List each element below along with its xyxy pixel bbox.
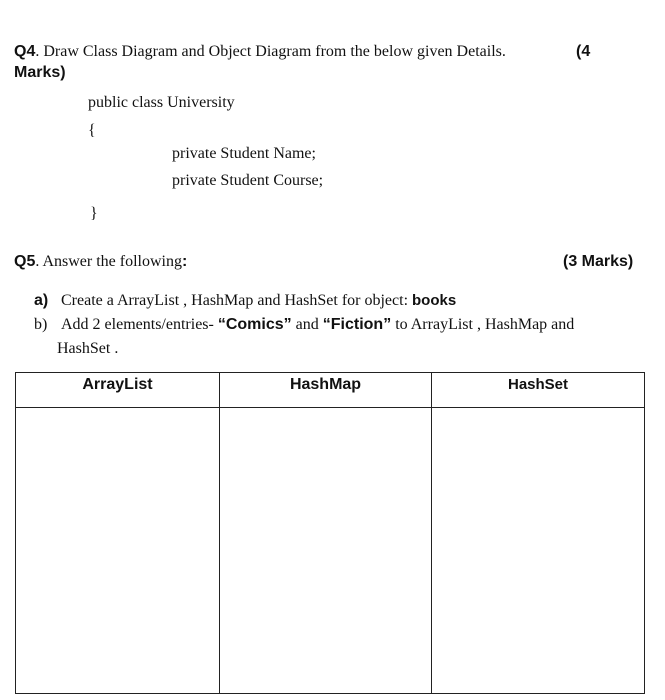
q5-question-text: . Answer the following xyxy=(35,253,182,270)
header-hashmap: HashMap xyxy=(220,373,432,408)
answer-cell-arraylist[interactable] xyxy=(16,408,220,694)
q5-question xyxy=(14,253,187,271)
item-b-bold-comics: “Comics” xyxy=(217,316,292,333)
item-b-text-mid: and xyxy=(291,316,323,333)
q5-item-a xyxy=(34,292,456,310)
q4-question-text: . Draw Class Diagram and Object Diagram from the below given Details. xyxy=(35,43,506,60)
q4-marks-open: (4 xyxy=(576,43,591,60)
q5-marks: (3 Marks) xyxy=(563,253,634,270)
header-hashset: HashSet xyxy=(432,373,645,408)
item-a-bold: books xyxy=(412,292,457,309)
header-arraylist: ArrayList xyxy=(16,373,220,408)
answer-table xyxy=(15,372,645,694)
item-a-marker: a) xyxy=(34,292,49,309)
code-field-name: private Student Name; xyxy=(172,145,316,162)
code-field-course: private Student Course; xyxy=(172,172,324,189)
table-header-row xyxy=(16,373,645,408)
code-class-declaration: public class University xyxy=(88,94,235,111)
q5-colon: : xyxy=(182,253,188,270)
item-b-continuation: HashSet . xyxy=(57,340,119,357)
q5-item-b xyxy=(34,316,574,334)
code-close-brace: } xyxy=(90,205,98,222)
answer-cell-hashset[interactable] xyxy=(432,408,645,694)
item-a-text: Create a ArrayList , HashMap and HashSet for object: xyxy=(61,292,413,309)
q4-question xyxy=(14,43,506,61)
item-b-text-post: to ArrayList , HashMap and xyxy=(391,316,575,333)
q5-number: Q5 xyxy=(14,253,36,270)
table-answer-row xyxy=(16,408,645,694)
code-open-brace: { xyxy=(88,122,96,139)
item-b-marker: b) xyxy=(34,316,48,333)
answer-cell-hashmap[interactable] xyxy=(220,408,432,694)
q4-marks-close: Marks) xyxy=(14,64,66,81)
item-b-bold-fiction: “Fiction” xyxy=(322,316,392,333)
q4-number: Q4 xyxy=(14,43,36,60)
item-b-text-pre: Add 2 elements/entries- xyxy=(61,316,218,333)
